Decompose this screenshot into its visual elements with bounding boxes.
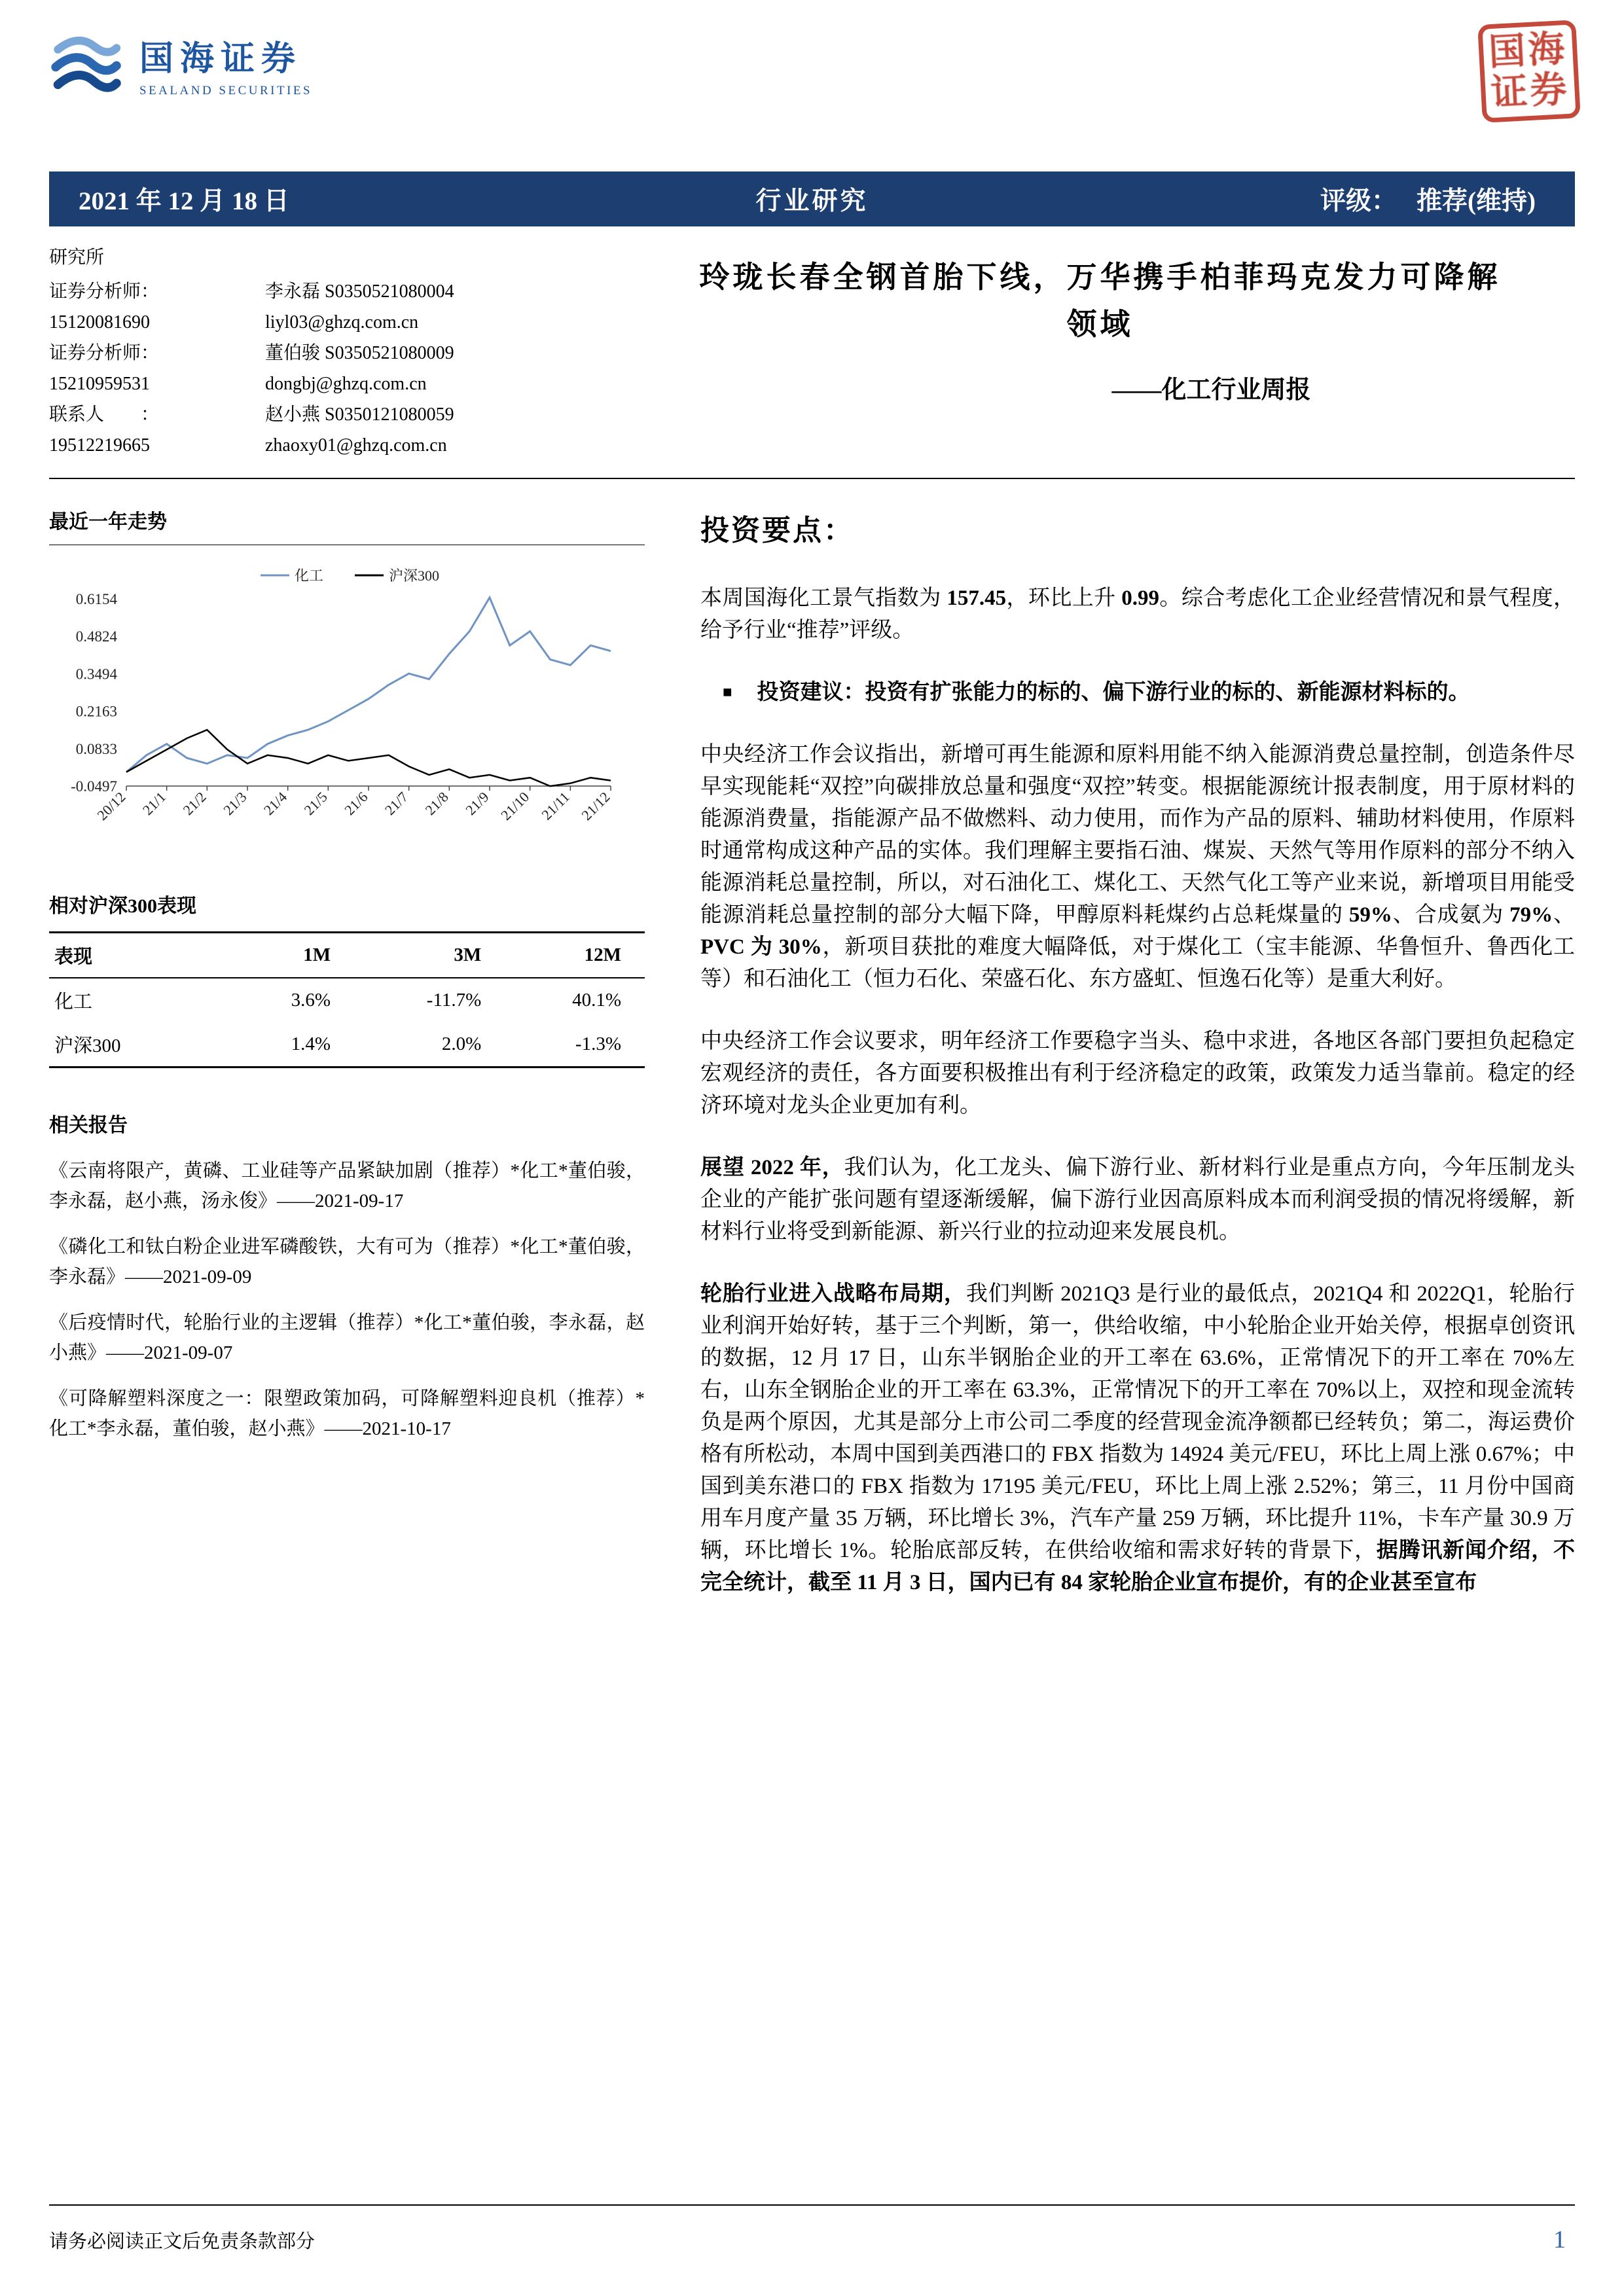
report-item: 《后疫情时代，轮胎行业的主逻辑（推荐）*化工*董伯骏，李永磊，赵小燕》——2021-09-07	[49, 1312, 645, 1363]
svg-text:化工: 化工	[295, 567, 324, 584]
trend-chart-title: 最近一年走势	[49, 511, 167, 533]
investment-advice-bullet	[700, 677, 1575, 709]
table-row	[49, 1022, 645, 1067]
table-cell: 40.1%	[572, 990, 621, 1011]
table-cell: -1.3%	[575, 1033, 621, 1054]
svg-text:21/8: 21/8	[422, 788, 452, 819]
rating-value: 推荐(维持)	[1416, 187, 1536, 215]
table-cell: 2.0%	[441, 1033, 482, 1054]
report-subtitle: ——化工行业周报	[1111, 376, 1311, 404]
svg-text:0.4824: 0.4824	[75, 628, 117, 645]
report-item: 《可降解塑料深度之一：限塑政策加码，可降解塑料迎良机（推荐）*化工*李永磊，董伯骏，赵小燕》——2021-10-17	[49, 1388, 645, 1439]
svg-text:20/12: 20/12	[94, 788, 129, 823]
related-reports-list	[49, 1156, 645, 1444]
table-cell: 沪深300	[54, 1035, 121, 1056]
analyst-row	[49, 338, 625, 368]
square-bullet-icon: ■	[723, 684, 732, 701]
body-paragraph: 本周国海化工景气指数为 157.45，环比上升 0.99。综合考虑化工企业经营情况和景气程度，给予行业“推荐”评级。	[700, 586, 1576, 642]
table-cell: -11.7%	[426, 990, 482, 1011]
analyst-contact-row	[49, 430, 625, 461]
body-paragraph: 展望 2022 年，我们认为，化工龙头、偏下游行业、新材料行业是重点方向，今年压制龙头企业的产能扩张问题有望逐渐缓解，偏下游行业因高原料成本而利润受损的情况将缓解，新材料行业将受到新能源、新兴行业的拉动迎来发展良机。	[700, 1156, 1576, 1244]
main-body	[700, 505, 1575, 1629]
table-cell: 化工	[54, 992, 93, 1013]
analyst-phone: 15120081690	[49, 312, 150, 332]
analyst-row	[49, 276, 625, 307]
brand-logo	[49, 27, 312, 101]
svg-text:21/3: 21/3	[220, 788, 250, 819]
analyst-role: 证券分析师：	[49, 281, 160, 302]
table-header-cell: 3M	[354, 933, 505, 978]
analyst-contact-row	[49, 307, 625, 338]
svg-text:21/5: 21/5	[300, 788, 331, 819]
svg-text:21/2: 21/2	[179, 788, 209, 819]
body-paragraph: 轮胎行业进入战略布局期，我们判断 2021Q3 是行业的最低点，2021Q4 和 2022Q1，轮胎行业利润开始好转，基于三个判断，第一，供给收缩，中小轮胎企业开始关停，根据卓创资讯的数据，12 月 17 日，山东半钢胎企业的开工率在 63.6%，正常情况下的开工率在 70%左右，山东全钢胎企业的开工率在 63.3%，正常情况下的开工率在 70%以上，双控和现金流转负是两个原因，尤其是部分上市公司二季度的经营现金流净额都已经转负；第二，海运费价格有所松动，本周中国到美西港口的 FBX 指数为 14924 美元/FEU，环比上周上涨 0.67%；中国到美东港口的 FBX 指数为 17195 美元/FEU，环比上周上涨 2.52%；第三，11 月份中国商用车月度产量 35 万辆，环比增长 3%，汽车产量 259 万辆，环比提升 11%，卡车产量 30.9 万辆，环比增长 1%。轮胎底部反转，在供给收缩和需求好转的背景下，据腾讯新闻介绍，不完全统计，截至 11 月 3 日，国内已有 84 家轮胎企业宣布提价，有的企业甚至宣布	[700, 1282, 1576, 1594]
svg-text:0.2163: 0.2163	[75, 703, 117, 720]
analyst-block	[49, 243, 625, 461]
content-columns	[0, 479, 1624, 1629]
table-header-cell: 表现	[49, 933, 232, 978]
headline-block	[625, 243, 1575, 461]
table-row	[49, 978, 645, 1022]
table-header-cell: 1M	[232, 933, 354, 978]
svg-text:沪深300: 沪深300	[389, 567, 440, 584]
brand-text	[139, 31, 312, 98]
svg-text:21/4: 21/4	[260, 788, 291, 819]
svg-text:-0.0497: -0.0497	[71, 778, 117, 795]
table-header-cell: 12M	[505, 933, 645, 978]
page-footer	[49, 2204, 1575, 2254]
analyst-name-id: 李永磊 S0350521080004	[265, 281, 454, 302]
info-row	[0, 226, 1624, 461]
page-number: 1	[1553, 2226, 1566, 2253]
disclaimer-text: 请务必阅读正文后免责条款部分	[49, 2231, 316, 2252]
contact-phone: 19512219665	[49, 435, 150, 456]
svg-text:0.0833: 0.0833	[75, 740, 117, 757]
table-header-row	[49, 933, 645, 978]
report-title: 玲珑长春全钢首胎下线，万华携手柏菲玛克发力可降解领域	[699, 260, 1501, 341]
brand-name-cn: 国海证券	[139, 40, 302, 78]
analyst-row	[49, 399, 625, 430]
report-date: 2021 年 12 月 18 日	[79, 187, 289, 215]
body-paragraph: 中央经济工作会议要求，明年经济工作要稳字当头、稳中求进，各地区各部门要担负起稳定宏观经济的责任，各方面要积极推出有利于经济稳定的政策，政策发力适当靠前。稳定的经济环境对龙头企业更加有利。	[700, 1030, 1575, 1117]
wave-logo-icon	[49, 27, 122, 101]
related-reports-title: 相关报告	[49, 1115, 128, 1136]
table-cell: 3.6%	[291, 990, 331, 1011]
analyst-email[interactable]: liyl03@ghzq.com.cn	[265, 312, 419, 332]
trend-line-chart	[49, 561, 625, 849]
svg-text:21/12: 21/12	[578, 788, 613, 823]
svg-text:0.6154: 0.6154	[75, 591, 117, 607]
rating-label: 评级：	[1320, 187, 1398, 215]
key-points-heading: 投资要点：	[700, 514, 854, 547]
svg-text:21/1: 21/1	[139, 788, 170, 819]
contact-role: 联系人 ：	[49, 404, 160, 425]
contact-name-id: 赵小燕 S0350121080059	[265, 404, 454, 425]
header-bar	[49, 171, 1575, 226]
svg-text:21/11: 21/11	[538, 788, 573, 823]
analyst-role: 证券分析师：	[49, 343, 160, 363]
doc-type: 行业研究	[755, 187, 869, 215]
table-cell: 1.4%	[291, 1033, 331, 1054]
analyst-phone: 15210959531	[49, 374, 150, 394]
department-label: 研究所	[49, 247, 105, 268]
contact-email[interactable]: zhaoxy01@ghzq.com.cn	[265, 435, 447, 456]
report-item: 《云南将限产，黄磷、工业硅等产品紧缺加剧（推荐）*化工*董伯骏，李永磊，赵小燕，汤永俊》——2021-09-17	[49, 1160, 645, 1211]
analyst-name-id: 董伯骏 S0350521080009	[265, 343, 454, 363]
body-paragraph: 中央经济工作会议指出，新增可再生能源和原料用能不纳入能源消费总量控制，创造条件尽早实现能耗“双控”向碳排放总量和强度“双控”转变。根据能源统计报表制度，用于原材料的能源消费量，指能源产品不做燃料、动力使用，而作为产品的原料、辅助材料使用，作原料时通常构成这种产品的实体。我们理解主要指石油、煤炭、天然气等用作原料的部分不纳入能源消耗总量控制，所以，对石油化工、煤化工、天然气化工等产业来说，新增项目用能受能源消耗总量控制的部分大幅下降，甲醇原料耗煤约占总耗煤量的 59%、合成氨为 79%、PVC 为 30%，新项目获批的难度大幅降低，对于煤化工（宝丰能源、华鲁恒升、鲁西化工等）和石油化工（恒力石化、荣盛石化、东方盛虹、恒逸石化等）是重大利好。	[700, 743, 1576, 991]
svg-text:21/6: 21/6	[341, 788, 371, 819]
analyst-contact-row	[49, 368, 625, 399]
sidebar	[49, 505, 645, 1629]
svg-text:0.3494: 0.3494	[75, 666, 117, 683]
relative-performance-table	[49, 931, 645, 1068]
report-item: 《磷化工和钛白粉企业进军磷酸铁，大有可为（推荐）*化工*董伯骏，李永磊》——2021-09-09	[49, 1236, 645, 1287]
svg-text:21/7: 21/7	[381, 788, 412, 819]
svg-text:21/10: 21/10	[497, 788, 533, 823]
company-seal	[1477, 20, 1581, 123]
body-paragraph: 投资建议：投资有扩张能力的标的、偏下游行业的标的、新能源材料标的。	[757, 681, 1470, 704]
seal-text: 国海证券	[1487, 28, 1571, 115]
svg-text:21/9: 21/9	[462, 788, 492, 819]
brand-name-en: SEALAND SECURITIES	[139, 83, 313, 98]
top-row	[0, 0, 1624, 171]
rating	[1320, 181, 1575, 217]
relative-performance-title: 相对沪深300表现	[49, 895, 196, 917]
analyst-email[interactable]: dongbj@ghzq.com.cn	[265, 374, 427, 394]
